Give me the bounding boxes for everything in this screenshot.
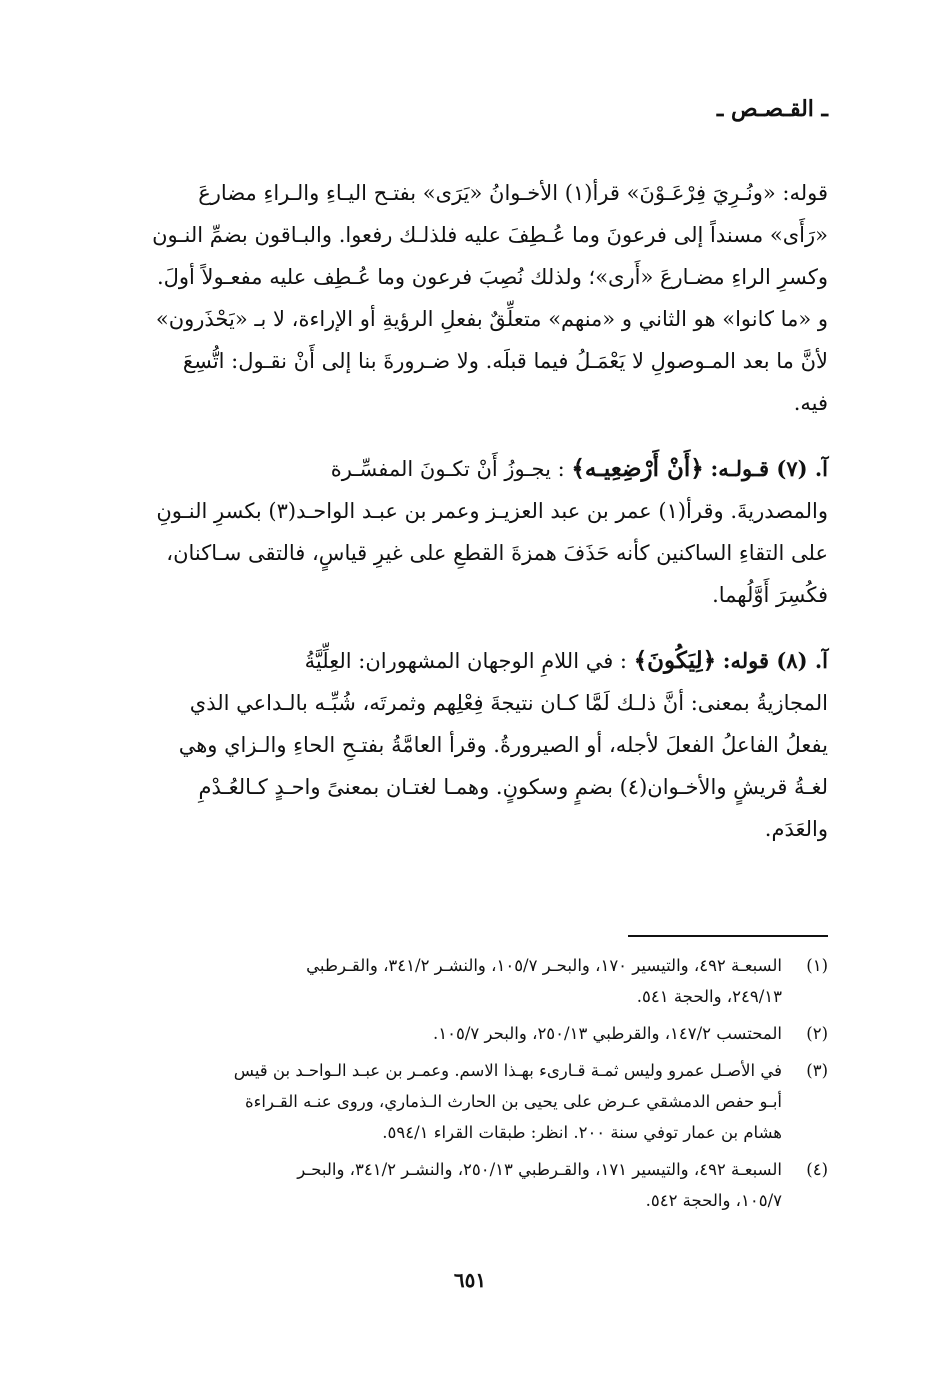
footnote-2 (118, 1018, 828, 1049)
footnote-line: السبعـة ٤٩٢، والتيسير ١٧٠، والبحـر ١٠٥/٧، والنشـر ٣٤١/٢، والقـرطبي (306, 956, 782, 975)
footnote-4 (118, 1154, 828, 1216)
text-line: «رَأَى» مسنداً إلى فرعونَ وما عُـطِفَ عليه فلذلـك رفعوا. والبـاقون بضمِّ النـون (152, 223, 828, 247)
text-line (118, 448, 828, 490)
footnote-number: (٢) (806, 1024, 828, 1043)
quran-quote: ﴿أَنْ أَرْضِعِيـه﴾ (571, 455, 704, 482)
text-fragment: : يجـوزُ أَنْ تكـونَ المفسِّـرة (330, 457, 565, 481)
footnote-number: (١) (806, 956, 828, 975)
footnote-line: السبعـة ٤٩٢، والتيسير ١٧١، والقـرطبي ٢٥٠/١٣، والنشـر ٣٤١/٢، والبحـر (297, 1160, 782, 1179)
text-line: و «ما كانوا» هو الثاني و «منهم» متعلِّقٌ بفعلِ الرؤيةِ أو الإراءة، لا بـ «يَحْذَرون» (155, 307, 828, 331)
footnote-divider (628, 935, 828, 937)
footnote-3 (118, 1055, 828, 1148)
text-line: فيه. (793, 391, 828, 415)
text-line: والعَدَم. (764, 817, 828, 841)
page-number: ٦٥١ (453, 1268, 487, 1292)
footnote-1 (118, 950, 828, 1012)
paragraph-verse-8 (118, 640, 828, 850)
text-line: فكُسِرَ أَوَّلُهما. (712, 583, 828, 607)
text-line: وكسرِ الراءِ مضـارعَ «أَرى»؛ ولذلك نُصِبَ فرعون وما عُـطِف عليه مفعـولاً أولَ. (156, 265, 828, 289)
text-line: على التقاءِ الساكنين كأنه حَذَفَ همزةَ القطعِ على غيرِ قياسٍ، فالتقى سـاكنان، (166, 541, 828, 565)
text-line: يفعلُ الفاعلُ الفعلَ لأجله، أو الصيرورةُ. وقرأ العامَّةُ بفتـحِ الحاءِ والـزاي وهي (178, 733, 828, 757)
verse-reference: آ. (٨) قوله: (722, 648, 828, 673)
footnotes (118, 950, 828, 1222)
text-line: لأنَّ ما بعد المـوصولِ لا يَعْمَـلُ فيما قبلَه. ولا ضـرورةَ بنا إلى أَنْ نقـول: اتُّسِعَ (182, 349, 828, 373)
text-line: المجازيةُ بمعنى: أنَّ ذلـك لَمَّا كـان نتيجةَ فِعْلِهم وثمرتَه، شُبِّـه بالـداعي الذي (189, 691, 828, 715)
text-line: والمصدريةَ. وقرأ(١) عمر بن عبد العزيـز وعمر بن عبـد الواحـد(٣) بكسرِ النـونِ (156, 499, 828, 523)
main-text (118, 172, 828, 874)
text-line: لغـةُ قريشٍ والأخـوان(٤) بضمٍ وسكونٍ. وهمـا لغتـان بمعنىً واحـدٍ كـالعُـدْمِ (198, 775, 828, 799)
paragraph-1 (118, 172, 828, 424)
paragraph-verse-7 (118, 448, 828, 616)
text-line: قوله: «ونُـرِيَ فِرْعَـوْنَ» قرأ(١) الأخـوانُ «يَرَى» بفتـح اليـاءِ والـراءِ مضارعَ (198, 181, 828, 205)
text-line (118, 640, 828, 682)
running-header: ـ القـصـص ـ (716, 96, 828, 122)
footnote-line: أبـو حفص الدمشقي عـرض على يحيى بن الحارث الـذماري، وروى عنـه القـراءة (244, 1092, 782, 1111)
quran-quote: ﴿لِيَكُونَ﴾ (633, 647, 717, 674)
footnote-number: (٣) (806, 1061, 828, 1080)
verse-reference: آ. (٧) قـولـه: (710, 456, 828, 481)
footnote-line: ١٠٥/٧، والحجة ٥٤٢. (645, 1191, 782, 1210)
footnote-line: ٢٤٩/١٣، والحجة ٥٤١. (636, 987, 782, 1006)
footnote-line: المحتسب ١٤٧/٢، والقرطبي ٢٥٠/١٣، والبحر ١٠٥/٧. (433, 1024, 782, 1043)
footnote-line: في الأصـل عمرو وليس ثمـة قـارىء بهـذا الاسم. وعمـر بن عبـد الـواحـد بن قيس (233, 1061, 782, 1080)
footnote-number: (٤) (806, 1160, 828, 1179)
text-fragment: : في اللامِ الوجهان المشهوران: العِلِّيَّةُ (304, 649, 627, 673)
footnote-line: هشام بن عمار توفي سنة ٢٠٠. انظر: طبقات القراء ٥٩٤/١. (382, 1123, 782, 1142)
